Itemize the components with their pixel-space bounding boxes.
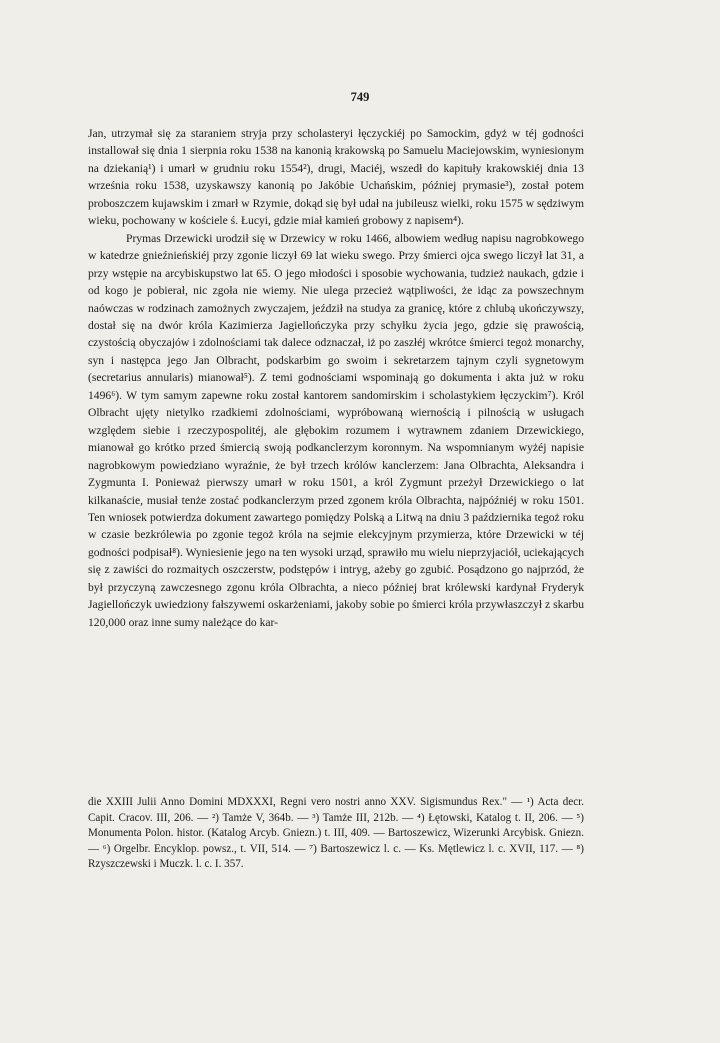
footnote-text: die XXIII Julii Anno Domini MDXXXI, Regni vero nostri anno XXV. Sigismundus Rex." — ¹) Acta decr. Capit. Cracov. III, 206. — ²) Tamże V, 364b. — ³) Tamże III, 212b. — ⁴) Łętowski, Katalog t. II, 206. — ⁵) Monumenta Polon. histor. (Katalog Arcyb. Gniezn.) t. III, 409. — Bartoszewicz, Wizerunki Arcybisk. Gniezn. — ⁶) Orgelbr. Encyklop. powsz., t. VII, 514. — ⁷) Bartoszewicz l. c. — Ks. Mętlewicz l. c. XVII, 117. — ⁸) Rzyszczewski i Muczk. l. c. I. 357. xyxy=(88,796,584,871)
paragraph-1: Jan, utrzymał się za staraniem stryja przy scholasteryi łęczyckiéj po Samockim, gdyż w téj godności installował się dnia 1 sierpnia roku 1538 na kanonią krakowską po Samuelu Maciejowskim, wyniesionym na dziekanią¹) i umarł w grudniu roku 1554²), drugi, Maciéj, wszedł do kapituły krakowskiéj dnia 13 września roku 1538, uzyskawszy kanonią po Jakóbie Uchańskim, później prymasie³), został potem proboszczem kujawskim i zmarł w Rzymie, dokąd się był udał na jubileusz wielki, roku 1575 w sędziwym wieku, pochowany w kościele ś. Łucyi, gdzie miał kamień grobowy z napisem⁴). xyxy=(88,127,584,228)
page-number: 749 xyxy=(350,90,370,104)
main-text xyxy=(88,125,584,631)
footnotes xyxy=(88,795,584,873)
paragraph-2: Prymas Drzewicki urodził się w Drzewicy w roku 1466, albowiem według napisu nagrobkowego w katedrze gnieźnieńskiéj przy zgonie liczył 69 lat wieku swego. Przy śmierci ojca swego liczył lat 31, a przy wstępie na arcybiskupstwo lat 65. O jego młodości i sposobie wychowania, tudzież naukach, gdzie i od kogo je pobierał, nic zgoła nie wiemy. Nie ulega przecież wątpliwości, że idąc za powszechnym naówczas w rodzinach zamożnych zwyczajem, jeździł na studya za granicę, które z chlubą ukończywszy, dostał się na dwór króla Kazimierza Jagiellończyka przy schyłku życia jego, gdzie się prawością, czystością obyczajów i zdolnościami tak dalece odznaczał, iż po zaszłéj wkrótce śmierci tegoż monarchy, syn i następca jego Jan Olbracht, podskarbim go swoim i sekretarzem tajnym czyli sygnetowym (secretarius annularis) mianował⁵). Z temi godnościami wspominają go dokumenta i akta już w roku 1496⁶). W tym samym zapewne roku został kantorem sandomirskim i scholastykiem łęczyckim⁷). Król Olbracht ujęty nietylko rzadkiemi zdolnościami, wypróbowaną wiernością i pilnością w usługach względem siebie i rzeczypospolitéj, ale głębokim rozumem i wytrawnem zdaniem Drzewickiego, mianował go krótko przed śmiercią swoją podkanclerzym koronnym. Na wspomnianym wyżéj napisie nagrobkowym powiedziano wyraźnie, że był trzech królów kanclerzem: Jana Olbrachta, Aleksandra i Zygmunta I. Ponieważ pierwszy umarł w roku 1501, a król Zygmunt przeżył Drzewickiego o lat kilkanaście, musiał tenże zostać podkanclerzym przed zgonem króla Olbrachta, najpóźniéj w roku 1501. Ten wniosek potwierdza dokument zawartego pomiędzy Polską a Litwą na dniu 3 października tegoż roku w czasie bezkrólewia po zgonie tegoż króla na sejmie elekcyjnym przymierza, które Drzewicki w téj godności podpisał⁸). Wyniesienie jego na ten wysoki urząd, sprawiło mu wielu nieprzyjaciół, uciekających się z zawiści do rozmaitych oszczerstw, podstępów i intryg, ażeby go zgubić. Posądzono go najprzód, że był przyczyną zawczesnego zgonu króla Olbrachta, a nieco później brat królewski kardynał Fryderyk Jagiellończyk uwiedziony fałszywemi oskarżeniami, jakoby sobie po śmierci króla przywłaszczył z skarbu 120,000 oraz inne sumy należące do kar- xyxy=(88,231,584,629)
